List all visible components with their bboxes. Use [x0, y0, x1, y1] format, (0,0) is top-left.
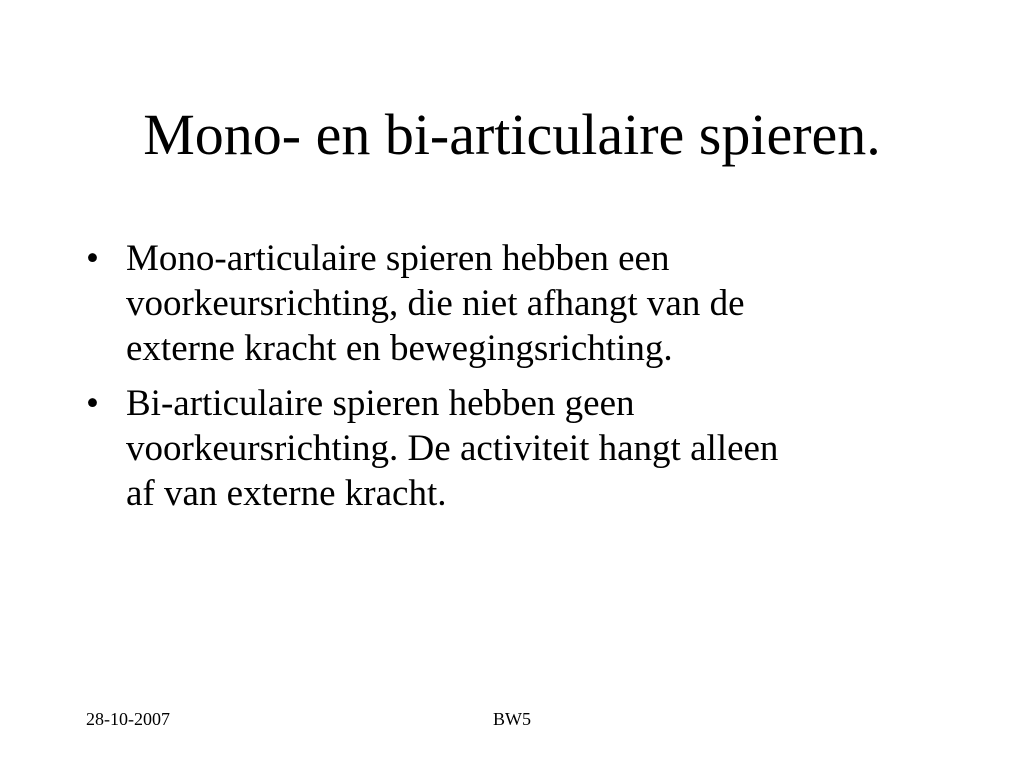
bullet-icon: • — [86, 383, 99, 424]
bullet-text-line: voorkeursrichting. De activiteit hangt alleen — [126, 428, 779, 469]
bullet-text-line: af van externe kracht. — [126, 473, 447, 514]
footer-label: BW5 — [493, 709, 531, 729]
bullet-item — [86, 236, 966, 371]
bullet-text-line: voorkeursrichting, die niet afhangt van de — [126, 283, 745, 324]
bullet-text-line: Bi-articulaire spieren hebben geen — [126, 383, 635, 424]
footer-date: 28-10-2007 — [86, 709, 170, 729]
bullet-item — [86, 381, 966, 516]
bullet-text-line: externe kracht en bewegingsrichting. — [126, 328, 673, 369]
bullet-text-line: Mono-articulaire spieren hebben een — [126, 238, 670, 279]
bullet-list — [86, 236, 966, 526]
slide-title: Mono- en bi-articulaire spieren. — [143, 102, 881, 167]
bullet-icon: • — [86, 238, 99, 279]
